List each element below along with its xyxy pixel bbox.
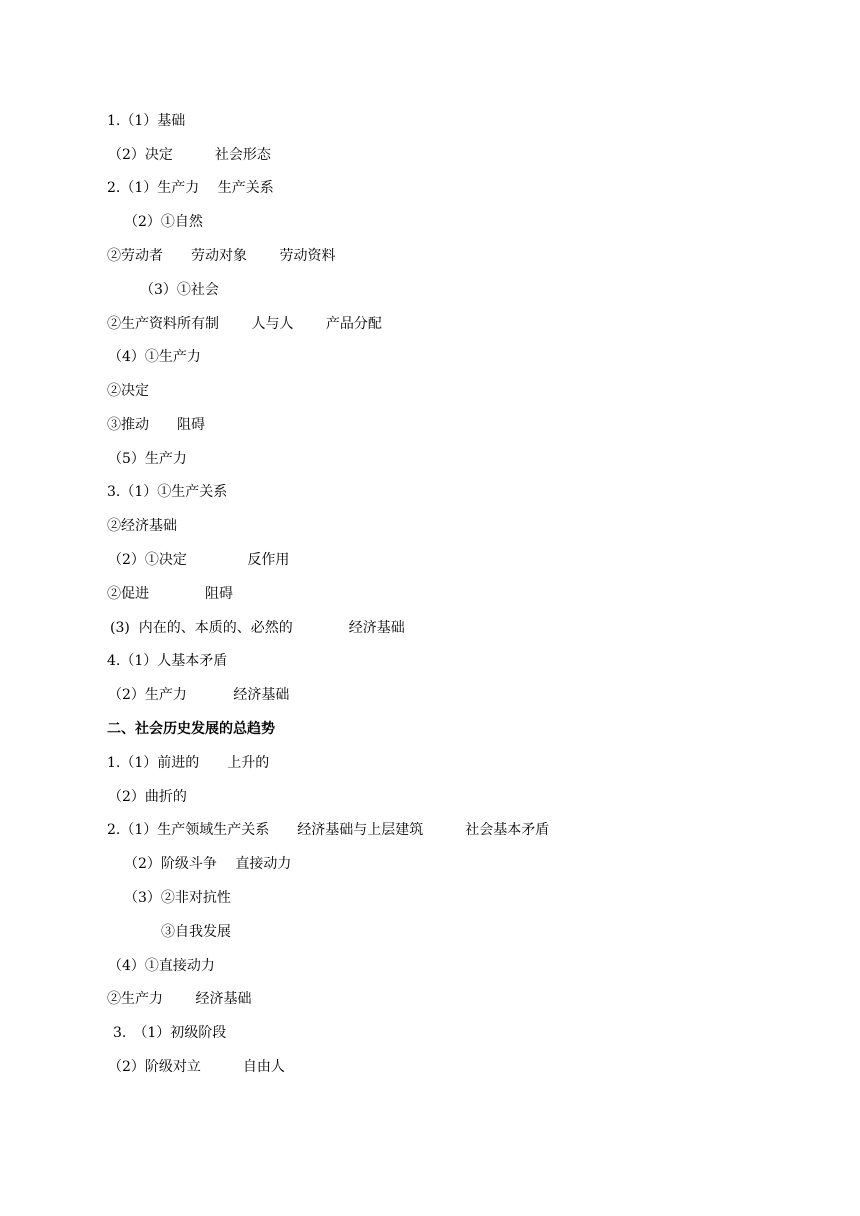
line-9: ②决定 xyxy=(107,383,149,399)
line-18: （2）生产力 经济基础 xyxy=(108,687,290,703)
line-25: ③自我发展 xyxy=(161,924,231,940)
line-3: 2.（1）生产力 生产关系 xyxy=(107,180,274,196)
section-heading: 二、社会历史发展的总趋势 xyxy=(107,721,275,737)
line-20: 1.（1）前进的 上升的 xyxy=(107,755,270,771)
line-22: 2.（1）生产领域生产关系 经济基础与上层建筑 社会基本矛盾 xyxy=(107,822,550,838)
line-27: ②生产力 经济基础 xyxy=(107,991,252,1007)
line-13: ②经济基础 xyxy=(107,518,177,534)
line-8: （4）①生产力 xyxy=(108,349,201,365)
line-16: (3) 内在的、本质的、必然的 经济基础 xyxy=(110,620,405,636)
line-26: （4）①直接动力 xyxy=(108,958,215,974)
line-11: （5）生产力 xyxy=(108,451,187,467)
line-7: ②生产资料所有制 人与人 产品分配 xyxy=(107,316,382,332)
line-12: 3.（1）①生产关系 xyxy=(107,484,228,500)
line-15: ②促进 阻碍 xyxy=(107,586,233,602)
line-29: （2）阶级对立 自由人 xyxy=(108,1059,285,1075)
line-5: ②劳动者 劳动对象 劳动资料 xyxy=(107,248,336,264)
line-24: （3）②非对抗性 xyxy=(124,890,231,906)
line-17: 4.（1）人基本矛盾 xyxy=(107,653,228,669)
line-21: （2）曲折的 xyxy=(108,789,187,805)
line-1: 1.（1）基础 xyxy=(107,113,186,129)
line-28: 3. （1）初级阶段 xyxy=(113,1025,227,1041)
line-4: （2）①自然 xyxy=(124,214,203,230)
line-6: （3）①社会 xyxy=(140,282,219,298)
line-14: （2）①决定 反作用 xyxy=(108,552,290,568)
line-23: （2）阶级斗争 直接动力 xyxy=(124,856,292,872)
line-2: （2）决定 社会形态 xyxy=(108,147,271,163)
line-10: ③推动 阻碍 xyxy=(107,417,205,433)
